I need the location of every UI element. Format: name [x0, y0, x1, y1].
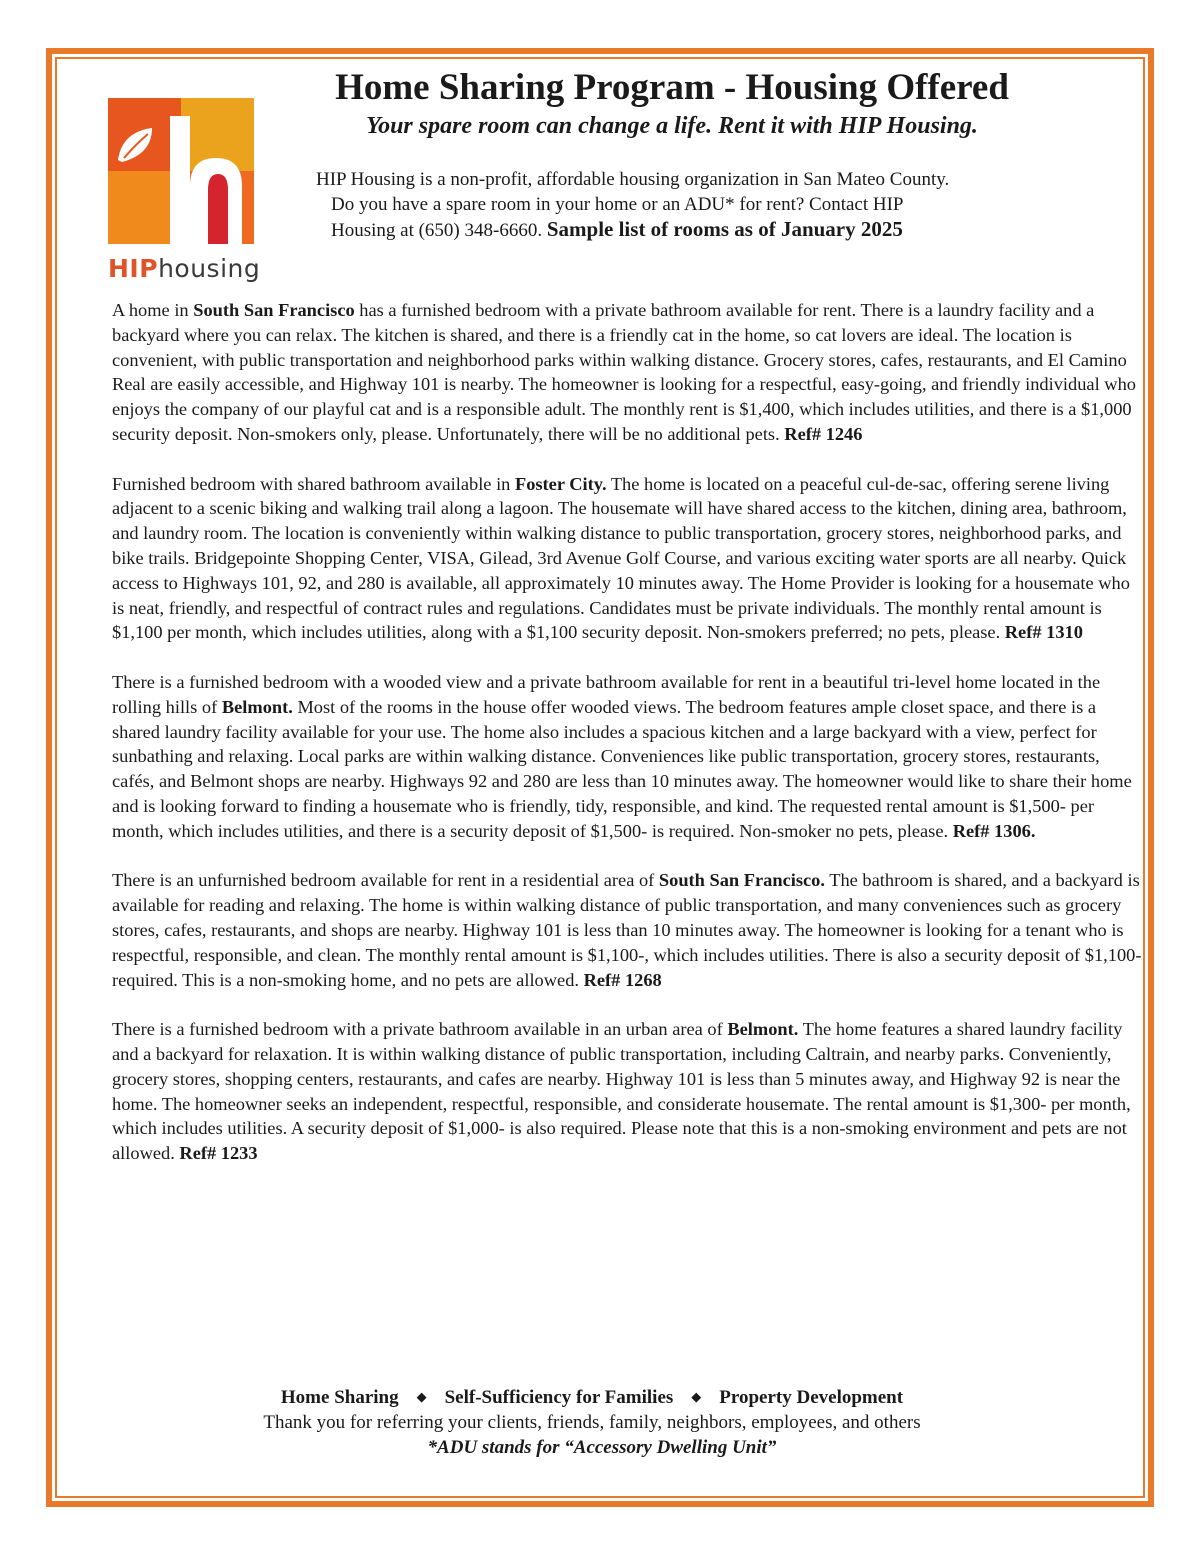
listing-intro-text: There is a furnished bedroom with a private bathroom available in an urban area of	[112, 1019, 728, 1040]
contact-phone-text: Housing at (650) 348-6660.	[331, 220, 543, 241]
listing-description: The home is located on a peaceful cul-de-sac, offering serene living adjacent to a scenic biking and walking trail along a lagoon. The housemate will have shared access to the kitchen, dining area, bathroom, and laundry room. The location is conveniently within walking distance to public transportation, grocery stores, neighborhood parks, and bike trails. Bridgepointe Shopping Center, VISA, Gilead, 3rd Avenue Golf Course, and various exciting water sports are all nearby. Quick access to Highways 101, 92, and 280 is available, all approximately 10 minutes away. The Home Provider is looking for a housemate who is neat, friendly, and respectful of contract rules and regulations. Candidates must be private individuals. The monthly rental amount is $1,100 per month, which includes utilities, along with a $1,100 security deposit. Non-smokers preferred; no pets, please.	[112, 473, 1130, 643]
listing-description: The home features a shared laundry facility and a backyard for relaxation. It is within walking distance of public transportation, including Caltrain, and nearby parks. Conveniently, grocery stores, shopping centers, restaurants, and cafes are nearby. Highway 101 is less than 5 minutes away, and Highway 92 is near the home. The homeowner seeks an independent, respectful, responsible, and considerate housemate. The rental amount is $1,300- per month, which includes utilities. A security deposit of $1,000- is also required. Please note that this is a non-smoking environment and pets are not allowed.	[112, 1019, 1131, 1164]
listing-item	[112, 472, 1142, 646]
logo-text-housing: housing	[158, 254, 261, 283]
logo-text-hip: HIP	[108, 254, 159, 283]
listing-item	[112, 670, 1142, 844]
listing-item	[112, 868, 1142, 992]
hip-housing-logo	[108, 98, 261, 288]
listing-ref-number: Ref# 1306.	[952, 820, 1036, 841]
listing-description: Most of the rooms in the house offer wooded views. The bedroom features ample closet space, and there is a shared laundry facility available for your use. The home also includes a spacious kitchen and a large backyard with a view, perfect for sunbathing and relaxing. Local parks are within walking distance. Conveniences like public transportation, grocery stores, restaurants, cafés, and Belmont shops are nearby. Highways 92 and 280 are less than 10 minutes away. The homeowner would like to share their home and is looking forward to finding a housemate who is friendly, tidy, responsible, and kind. The requested rental amount is $1,500- per month, which includes utilities, and there is a security deposit of $1,500- is required. Non-smoker no pets, please.	[112, 696, 1132, 841]
listing-item	[112, 1017, 1142, 1166]
listing-city: Foster City.	[514, 473, 607, 494]
adu-footnote: *ADU stands for “Accessory Dwelling Unit”	[427, 1437, 777, 1458]
intro-line-1: HIP Housing is a non-profit, affordable housing organization in San Mateo County.	[316, 169, 950, 190]
listing-intro-text: There is an unfurnished bedroom available for rent in a residential area of	[112, 870, 659, 891]
intro-paragraph	[316, 167, 1056, 243]
listing-city: South San Francisco	[193, 300, 355, 320]
page-title: Home Sharing Program - Housing Offered	[335, 67, 1009, 108]
listing-item	[112, 298, 1142, 447]
page-footer	[112, 1384, 1072, 1460]
program-self-sufficiency: Self-Sufficiency for Families	[444, 1387, 674, 1408]
listing-intro-text: Furnished bedroom with shared bathroom available in	[112, 473, 515, 494]
diamond-separator-icon: ◆	[416, 1389, 427, 1404]
listing-ref-number: Ref# 1246	[784, 423, 863, 444]
hip-logo-mark-icon	[108, 98, 254, 244]
page-subtitle: Your spare room can change a life. Rent it with HIP Housing.	[366, 113, 978, 139]
listing-city: South San Francisco.	[658, 870, 825, 891]
intro-line-2: Do you have a spare room in your home or an ADU* for rent? Contact HIP	[331, 194, 904, 215]
thanks-text: Thank you for referring your clients, friends, family, neighbors, employees, and others	[263, 1412, 921, 1433]
listing-city: Belmont.	[727, 1019, 799, 1040]
listing-ref-number: Ref# 1233	[179, 1143, 258, 1164]
program-home-sharing: Home Sharing	[280, 1387, 399, 1408]
listings-list	[112, 298, 1142, 1191]
listing-intro-text: There is a furnished bedroom with a wooded view and a private bathroom available for rent in a beautiful tri-level home located in the rolling hills of	[112, 671, 1101, 717]
listing-city: Belmont.	[221, 696, 293, 717]
listing-description: has a furnished bedroom with a private bathroom available for rent. There is a laundry facility and a backyard where you can relax. The kitchen is shared, and there is a friendly cat in the home, so cat lovers are ideal. The location is convenient, with public transportation and neighborhood parks within walking distance. Grocery stores, cafes, restaurants, and El Camino Real are easily accessible, and Highway 101 is nearby. The homeowner is looking for a respectful, easy-going, and friendly individual who enjoys the company of our playful cat and is a responsible adult. The monthly rent is $1,400, which includes utilities, and there is a $1,000 security deposit. Non-smokers only, please. Unfortunately, there will be no additional pets.	[112, 300, 1136, 444]
listing-description: The bathroom is shared, and a backyard is available for reading and relaxing. The home is within walking distance of public transportation, and many conveniences such as grocery stores, cafes, restaurants, and shops are nearby. Highway 101 is less than 10 minutes away. The homeowner is looking for a tenant who is respectful, responsible, and clean. The monthly rental amount is $1,100-, which includes utilities. There is also a security deposit of $1,100- required. This is a non-smoking home, and no pets are allowed.	[112, 870, 1142, 990]
intro-line-3	[316, 217, 1056, 243]
listing-ref-number: Ref# 1268	[583, 969, 662, 990]
listing-ref-number: Ref# 1310	[1004, 622, 1083, 643]
diamond-separator-icon: ◆	[691, 1389, 702, 1404]
program-list	[112, 1384, 1072, 1410]
listing-intro-text: A home in	[112, 300, 194, 320]
logo-wordmark	[108, 254, 261, 283]
program-property-development: Property Development	[719, 1387, 904, 1408]
as-of-date-heading: Sample list of rooms as of January 2025	[546, 217, 903, 241]
